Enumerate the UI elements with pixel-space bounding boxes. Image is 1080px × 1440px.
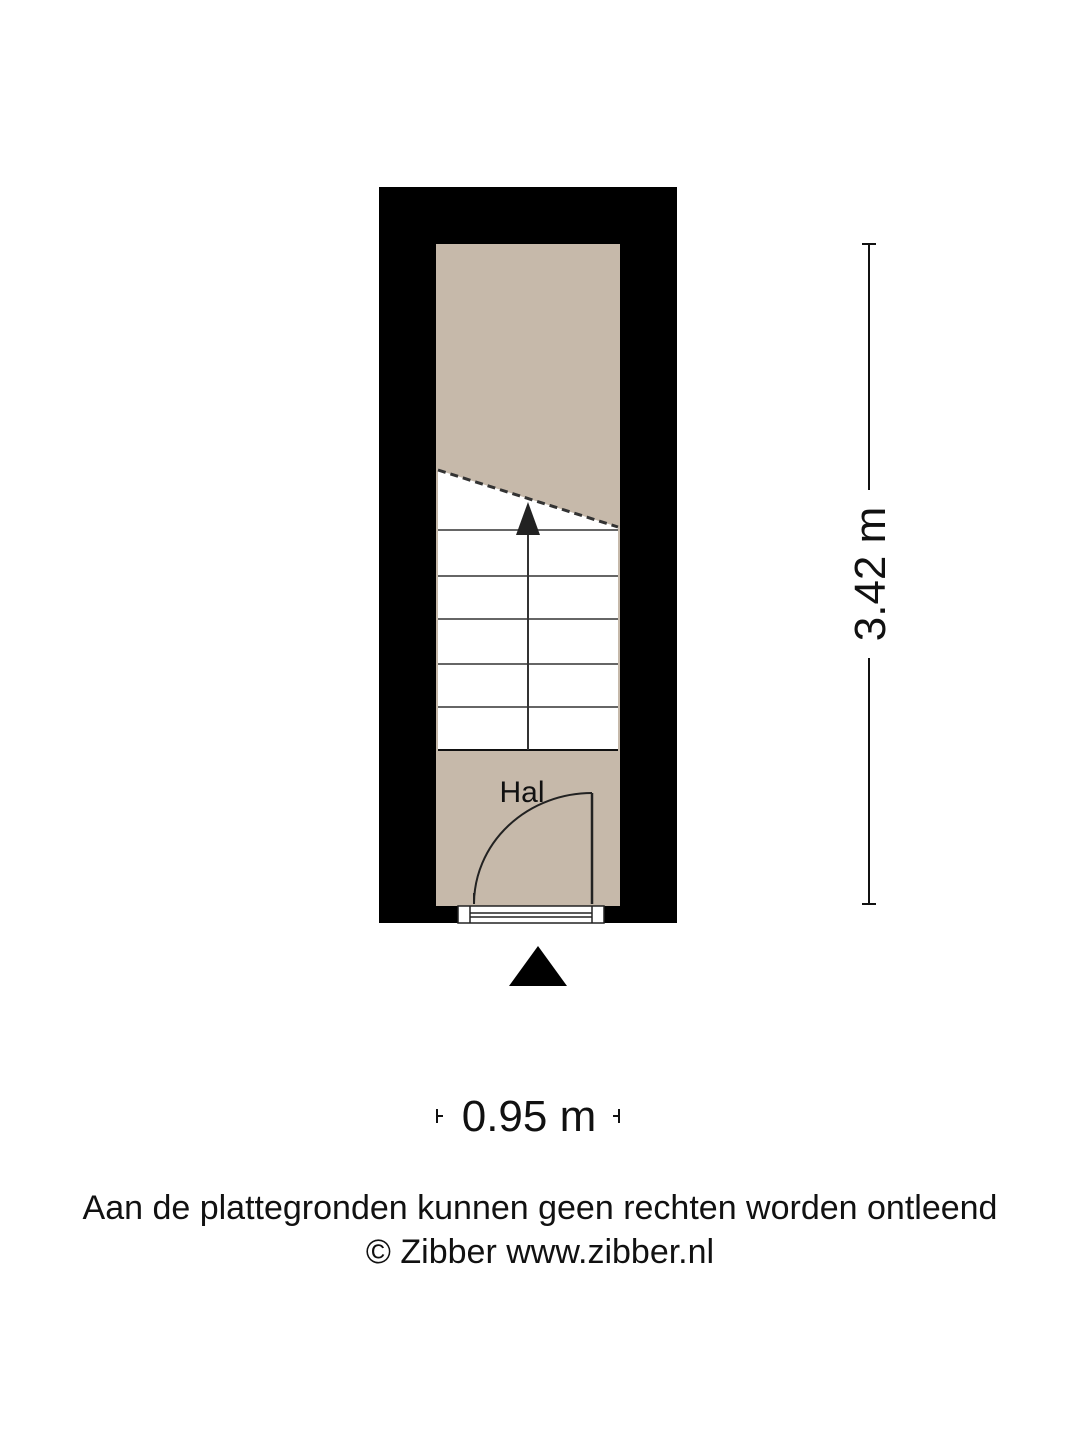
disclaimer-text: Aan de plattegronden kunnen geen rechten worden ontleend xyxy=(82,1189,998,1227)
dimension-label-vertical: 3.42 m xyxy=(846,506,895,642)
dimension-label-horizontal: 0.95 m xyxy=(461,1092,597,1141)
entrance-arrow-icon xyxy=(509,946,567,986)
copyright-text: © Zibber www.zibber.nl xyxy=(365,1233,715,1271)
entrance-threshold xyxy=(458,906,604,923)
room-label-hal: Hal xyxy=(499,776,545,809)
